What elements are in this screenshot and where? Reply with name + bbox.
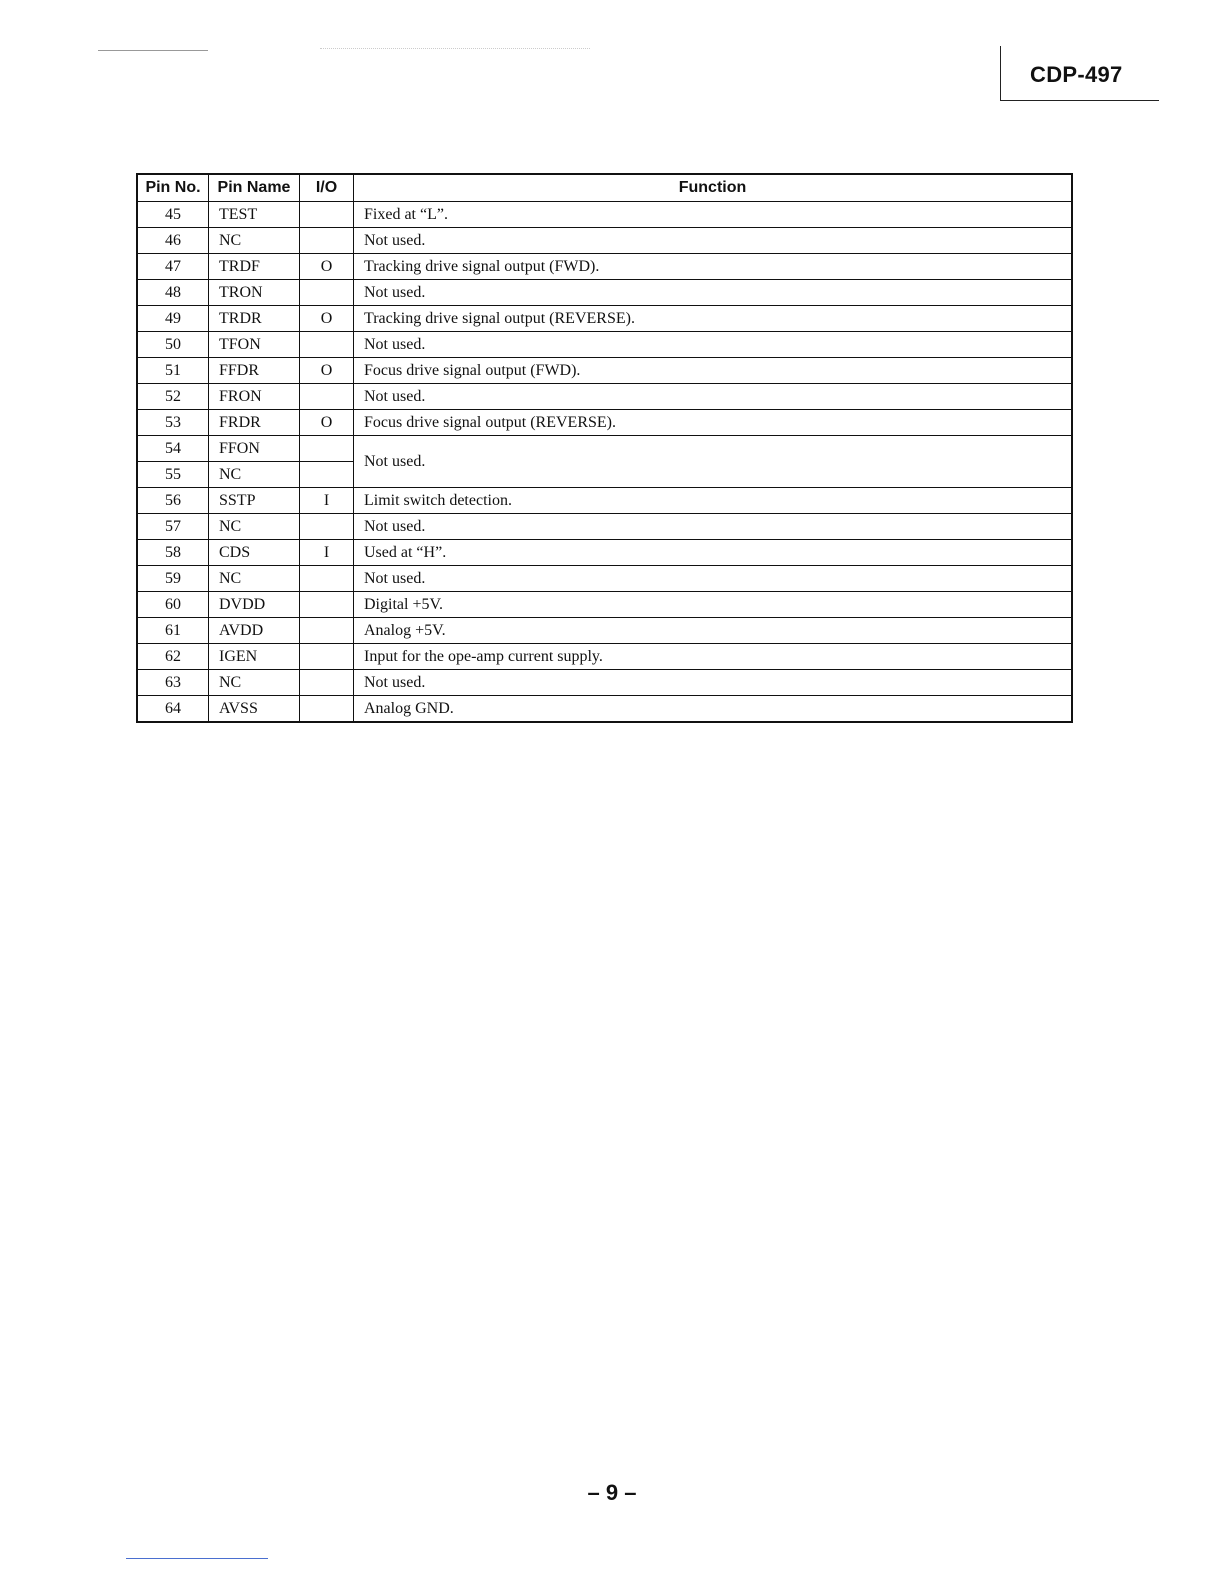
pin-name: NC: [209, 228, 300, 254]
pin-function: Input for the ope-amp current supply.: [354, 644, 1073, 670]
table-header-row: [137, 174, 1072, 202]
pin-name: NC: [209, 566, 300, 592]
pin-function: Not used.: [354, 280, 1073, 306]
pin-function: Fixed at “L”.: [354, 202, 1073, 228]
pin-no: 49: [137, 306, 209, 332]
table-row: [137, 202, 1072, 228]
header-pin-name: Pin Name: [209, 174, 300, 202]
pin-name: TEST: [209, 202, 300, 228]
table-row: [137, 332, 1072, 358]
pin-function: Digital +5V.: [354, 592, 1073, 618]
pin-no: 59: [137, 566, 209, 592]
pin-io: I: [300, 488, 354, 514]
table-row: [137, 514, 1072, 540]
pin-name: DVDD: [209, 592, 300, 618]
pin-no: 62: [137, 644, 209, 670]
pin-function-table: [136, 173, 1073, 723]
pin-no: 60: [137, 592, 209, 618]
pin-io: O: [300, 358, 354, 384]
header-function: Function: [354, 174, 1073, 202]
pin-io: [300, 202, 354, 228]
pin-no: 61: [137, 618, 209, 644]
pin-no: 56: [137, 488, 209, 514]
pin-name: TRDF: [209, 254, 300, 280]
table-row: [137, 488, 1072, 514]
pin-function: Focus drive signal output (FWD).: [354, 358, 1073, 384]
pin-no: 64: [137, 696, 209, 723]
header-io: I/O: [300, 174, 354, 202]
pin-io: O: [300, 306, 354, 332]
pin-function: Not used.: [354, 436, 1073, 488]
pin-io: [300, 618, 354, 644]
table-row: [137, 540, 1072, 566]
table-row: [137, 358, 1072, 384]
pin-no: 53: [137, 410, 209, 436]
pin-function: Not used.: [354, 566, 1073, 592]
top-rule: [98, 50, 208, 51]
pin-name: TRON: [209, 280, 300, 306]
table-row: [137, 670, 1072, 696]
pin-function: Not used.: [354, 332, 1073, 358]
table-row: [137, 696, 1072, 723]
pin-io: [300, 384, 354, 410]
pin-io: [300, 644, 354, 670]
pin-name: NC: [209, 462, 300, 488]
pin-io: [300, 670, 354, 696]
pin-no: 47: [137, 254, 209, 280]
pin-function: Tracking drive signal output (REVERSE).: [354, 306, 1073, 332]
pin-name: FFON: [209, 436, 300, 462]
pin-function: Not used.: [354, 228, 1073, 254]
pin-no: 51: [137, 358, 209, 384]
model-number: CDP-497: [1030, 62, 1123, 87]
table-row: [137, 254, 1072, 280]
pin-function: Analog +5V.: [354, 618, 1073, 644]
pin-io: I: [300, 540, 354, 566]
pin-no: 52: [137, 384, 209, 410]
pin-name: FFDR: [209, 358, 300, 384]
pin-function: Not used.: [354, 514, 1073, 540]
pin-no: 57: [137, 514, 209, 540]
pin-no: 45: [137, 202, 209, 228]
pin-name: FRDR: [209, 410, 300, 436]
pin-no: 48: [137, 280, 209, 306]
pin-name: CDS: [209, 540, 300, 566]
pin-io: O: [300, 254, 354, 280]
table-row: [137, 410, 1072, 436]
table-row: [137, 384, 1072, 410]
pin-io: [300, 228, 354, 254]
pin-io: [300, 462, 354, 488]
pin-function: Not used.: [354, 670, 1073, 696]
table-row: [137, 228, 1072, 254]
pin-no: 63: [137, 670, 209, 696]
pin-io: [300, 280, 354, 306]
table-row: [137, 436, 1072, 462]
table-row: [137, 280, 1072, 306]
pin-name: NC: [209, 514, 300, 540]
pin-io: O: [300, 410, 354, 436]
page-number: – 9 –: [587, 1480, 637, 1505]
pin-name: TFON: [209, 332, 300, 358]
pin-io: [300, 514, 354, 540]
table-row: [137, 618, 1072, 644]
pin-io: [300, 696, 354, 723]
pin-name: FRON: [209, 384, 300, 410]
table-row: [137, 306, 1072, 332]
pin-function: Focus drive signal output (REVERSE).: [354, 410, 1073, 436]
pin-no: 54: [137, 436, 209, 462]
table-row: [137, 644, 1072, 670]
pin-name: TRDR: [209, 306, 300, 332]
pin-function: Analog GND.: [354, 696, 1073, 723]
pin-function: Limit switch detection.: [354, 488, 1073, 514]
pin-name: AVSS: [209, 696, 300, 723]
pin-name: NC: [209, 670, 300, 696]
pin-no: 55: [137, 462, 209, 488]
pin-function: Tracking drive signal output (FWD).: [354, 254, 1073, 280]
table-row: [137, 566, 1072, 592]
pin-no: 46: [137, 228, 209, 254]
top-dotted-rule: [320, 48, 590, 50]
pin-io: [300, 332, 354, 358]
pin-io: [300, 436, 354, 462]
pin-name: AVDD: [209, 618, 300, 644]
bottom-rule: [126, 1558, 268, 1559]
header-pin-no: Pin No.: [137, 174, 209, 202]
pin-name: IGEN: [209, 644, 300, 670]
pin-io: [300, 566, 354, 592]
pin-function: Not used.: [354, 384, 1073, 410]
pin-no: 58: [137, 540, 209, 566]
pin-io: [300, 592, 354, 618]
table-row: [137, 592, 1072, 618]
table-body: [137, 202, 1072, 723]
pin-function: Used at “H”.: [354, 540, 1073, 566]
pin-no: 50: [137, 332, 209, 358]
pin-name: SSTP: [209, 488, 300, 514]
